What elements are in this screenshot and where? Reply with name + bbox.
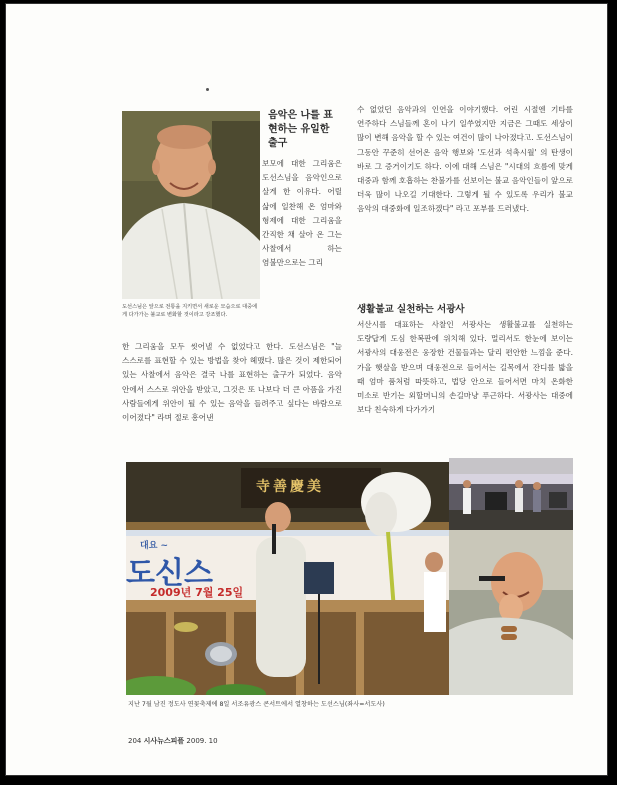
banner-date: 2009년 7월 25일	[150, 586, 244, 599]
portrait-photo	[122, 111, 260, 299]
article-text-right: 수 없었던 음악과의 인연을 이야기했다. 어린 시절엔 기타를 연주하다 스님들께 혼이 나기 일쑤였지만 지금은 그때도 세상이 많이 변해 음악을 할 수 있는 여건이 많이 나아졌다고. 도선스님이 그동안 꾸준히 선어온 음악 행보와 '도선과 석촉시월' 의 탄생이 바로 그 증거이기도 하다. 이에 대해 스님은 "시대의 흐름에 맞게 대중과 함께 호흡하는 찬불가를 선보이는 불교 음악인들이 앞으로 더욱 많이 나오길 기대한다. 그렇게 될 수 있도록 우리가 불교 음악의 대중화에 일조하겠다" 라고 포부를 드러냈다.	[357, 105, 573, 214]
page-number: 204	[128, 737, 142, 745]
section-heading-music: 음악은 나를 표현하는 유일한 출구	[268, 110, 333, 149]
banner-small-text: 대요 ~	[140, 541, 169, 551]
issue-date: 2009. 10	[186, 737, 218, 745]
band-photo	[449, 458, 573, 530]
article-text-right-2: 서산시를 대표하는 사찰인 서광사는 생활불교를 실천하는 도량답게 도심 한복판에 위치해 있다. 멀리서도 한눈에 보이는 서광사의 대웅전은 웅장한 건물들과는 달리 편안한 느낌을 준다. 가을 햇살을 받으며 대웅전으로 들어서는 길목에서 잔디를 밟을 때 엄마 품처럼 따뜻하고, 법당 안으로 들어서면 마치 온화한 미소로 반기는 외할머니의 손길마냥 푸근하다. 서광사는 대중에 보다 친숙하게 다가가기	[357, 320, 573, 415]
banner-title: 도신스	[126, 556, 213, 591]
speck	[206, 88, 209, 91]
concert-photo	[126, 462, 449, 695]
page-footer	[128, 736, 218, 746]
article-text-narrow: 보모에 대한 그리움은 도선스님을 음악인으로 살게 한 이유다. 어릴 삶에 일찬해 온 엄마와 형제에 대한 그리움을 간직한 채 살아 온 그는 사찰에서 하는 염불만으로는 그리	[262, 159, 342, 268]
portrait-caption: 도선스님은 앞으로 전통을 지키면서 새로운 모습으로 대중에게 다가가는 불교로 변화할 것이라고 강조했다.	[122, 304, 258, 318]
temple-sign: 寺善慶美	[256, 479, 324, 495]
photo-caption: 지난 7월 남진 정도사 연꽃축제에 8일 서조유광스 콘서트에서 열창하는 도선스님(좌사=서도사)	[128, 701, 385, 708]
article-text-left: 한 그리움을 모두 씻어낼 수 없었다고 한다. 도선스님은 "늘 스스로를 표현할 수 있는 방법을 찾아 헤맸다. 많은 것이 제한되어 있는 사찰에서 음악은 결국 나를 표현하는 출구가 되었다. 음악 안에서 스스로 위안을 받았고, 그것은 또 나보다 더 큰 아픔을 가진 사람들에게 위안이 될 수 있는 음악을 들려주고 싶다는 바람으로 이어졌다" 라며 절로 흥어낸	[122, 342, 342, 423]
closeup-photo	[449, 530, 573, 695]
magazine-name: 시사뉴스피플	[143, 737, 185, 745]
section-heading-seogwangsa: 생활불교 실천하는 서광사	[357, 304, 465, 315]
